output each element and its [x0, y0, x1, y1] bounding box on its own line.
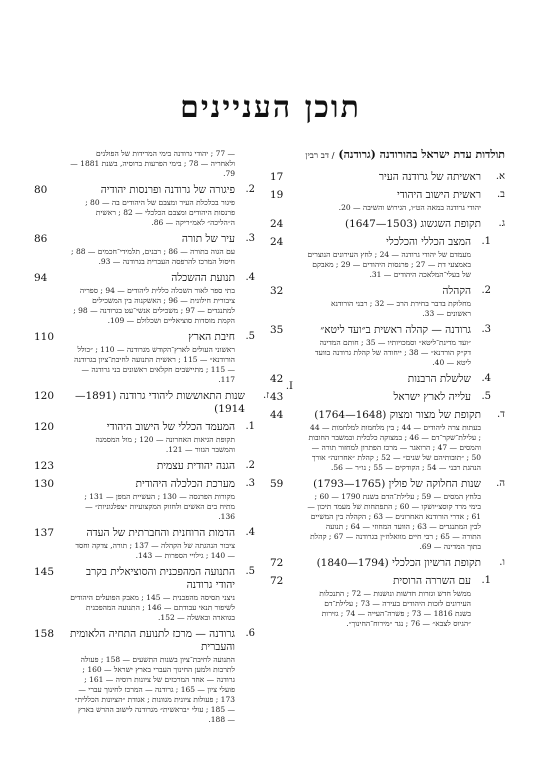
- entry-number: ה.: [496, 478, 505, 489]
- entry-title: שנות החלוקה של פולין (1765—1793): [313, 478, 481, 490]
- entry-page: 17: [270, 171, 284, 183]
- toc-entry: [270, 324, 505, 368]
- entry-title: גרודנה — קהלה ראשית ב״ועד ליטא״: [320, 324, 471, 336]
- toc-entry: [270, 171, 505, 184]
- entry-description: תקופת הגיאות האחרונה — 120 ; מול המסמנה והמשבר הגזור — 121.: [95, 435, 235, 454]
- entry-title: עם השררה הרוסית: [392, 575, 471, 587]
- entry-page: 120: [34, 390, 55, 402]
- entry-page: 32: [270, 285, 284, 297]
- toc-entry: [270, 557, 505, 570]
- entry-page: 24: [270, 218, 284, 230]
- entry-title: ראשית הישוב היהודי: [396, 189, 481, 201]
- page-title: תוכן העניינים: [180, 90, 361, 125]
- entry-number: ב.: [497, 189, 505, 200]
- entry-number: ז.: [263, 390, 269, 401]
- entry-title: המעמד הכללי של הישוב היהודי: [106, 421, 235, 433]
- entry-page: 94: [34, 272, 48, 284]
- section-header: [270, 148, 505, 161]
- toc-entry: [34, 331, 269, 385]
- entry-number: 5.: [245, 566, 255, 577]
- entry-description: יהודי גרודנה במאה הט״ו, הגירוש והשיבה — 20.: [338, 203, 481, 212]
- toc-entry: [270, 478, 505, 552]
- entry-page: 24: [270, 236, 284, 248]
- toc-entry: [270, 218, 505, 231]
- entry-description: בתי ספר לאור השכלה כללית ליהודים — 94 ; ספריה ציבורית חילונית — 96 ; האשקנוה בין המשכילים למתנגדים — 97 ; משכילים אנשי־עט בגרודנה — 98 ; הקמת מוסדות סוציאליים ושכלולם — 109.: [73, 286, 235, 325]
- entry-number: 2.: [481, 285, 491, 296]
- section-numeral: I.: [285, 381, 293, 392]
- entry-title: המצב הכללי והכלכלי: [386, 236, 471, 248]
- entry-page: 43: [270, 391, 284, 403]
- toc-entry: [270, 575, 505, 629]
- section-author: / דב רבין: [305, 151, 335, 161]
- entry-number: 3.: [481, 324, 491, 335]
- toc-entry: [270, 285, 505, 319]
- entry-number: 5.: [245, 331, 255, 342]
- entry-description: מקורות הפרנסה — 130 ; העשיית המפן — 131 ; מתיח בים האשים ולחזוק המקצועיות ״צפלגוניות״ — 136.: [84, 492, 235, 521]
- entry-title: עיר של תורה: [181, 233, 235, 245]
- entry-page: 72: [270, 557, 284, 569]
- entry-description: פיגור בכלכלת העיר ומצבם של היהודים בה — 80 ; פרנסות היהודים ומצבם הכלכלי — 82 ; ראשית ה״הליכה״ לאמ״ריקה — 86.: [85, 198, 235, 227]
- entry-number: ג.: [498, 218, 505, 229]
- entry-title: גרודנה — מרכז לתנועת התחיה הלאומית והעברית: [70, 628, 235, 653]
- entry-description: מחלוקת בדבר בחירת הרב — 32 ; רבני הורודנא ראשונים — 33.: [330, 299, 471, 318]
- entry-number: ו.: [499, 557, 505, 568]
- entry-description: — 77 ; יהודי גרודנה בימי המרידות של הפולנים ולאחריה — 78 ; בימי הפרעות ברוסיה, בשנת 1881 — 79.: [70, 149, 235, 178]
- toc-entry: [34, 272, 269, 326]
- toc-entry: [270, 391, 505, 404]
- entry-number: 4.: [245, 272, 255, 283]
- entry-title: עלייה לארץ ישראל: [393, 391, 471, 403]
- entry-page: 72: [270, 575, 284, 587]
- entry-page: 19: [270, 189, 284, 201]
- entry-number: 2.: [245, 460, 255, 471]
- entry-title: פיגורה של גרודנה ופרנסות יהודיה: [100, 184, 235, 196]
- entry-number: ד.: [497, 409, 505, 420]
- section-title: תולדות עדת ישראל בהורודנה (גרודנה): [338, 148, 505, 161]
- toc-entry: [270, 236, 505, 280]
- toc-entry: [34, 390, 269, 416]
- toc-list: [34, 149, 269, 725]
- toc-entry: [34, 460, 269, 473]
- entry-description: ראשוני העולים לארץ־הקודש מגרודנה — 110 ; ״כולל הורודנא״ — 115 ; ראשית התנועה לחיבת־ציון בגרודנה — 115 ; מתיישבים חקלאים ראשונים בני גרודנה — 117.: [74, 345, 235, 384]
- entry-page: 130: [34, 478, 55, 490]
- entry-page: 137: [34, 527, 55, 539]
- entry-description: ״ועד מדינת־ליטא״ וסמכויותיו — 35 ; חותם המדינה דק״ק הורדנא״ — 38 ; ייחודה של קהלת גרודנה בוועד ליטא — 40.: [314, 338, 471, 367]
- entry-page: 86: [34, 233, 48, 245]
- entry-title: חיבת הארץ: [188, 331, 235, 343]
- entry-description: בלחץ המסים — 59 ; עלילת־הדם בשנת 1790 — 60 ; בימי מרד קוסצ׳יושקו — 60 ; התפתחות של מעמד תיכון — 61 ; אדרי הורודנא האחרונים — 63 ; הקהלה בין המשיים לבין המתנגדים — 63 ; הוועד המחוזי — 64 ; תנועה התורה — 65 ; רבי חיים מוואלוז׳ין בגרודנה — 67 ; קהלת בתוך המדינה — 69.: [307, 492, 481, 551]
- toc-list: [270, 171, 505, 629]
- toc-entry: [270, 373, 505, 386]
- entry-page: 42: [270, 373, 284, 385]
- entry-page: 120: [34, 421, 55, 433]
- entry-title: הגנה יהודית עצמית: [156, 460, 235, 472]
- entry-page: 123: [34, 460, 55, 472]
- entry-number: 4.: [481, 373, 491, 384]
- toc-entry: [34, 233, 269, 267]
- entry-number: 3.: [245, 478, 255, 489]
- entry-number: א.: [495, 171, 505, 182]
- entry-page: 110: [34, 331, 55, 343]
- entry-description: התנועה לחיבת־ציון בשנות התשעים — 158 ; פעולה לתרבות ולמען החינוך העברי בארץ ישראל — 160 ; גרודנה — אחד המרכזים של ציונות רוסיה — 161 ; פועלי ציון — 165 ; גרודנה — המרכז לחינוך עברי — 173 ; פעולות ציונית מגוונות ; אגודת ״הציונות הכללית״ — 185 ; עולי ״בראשית״ מגרודנה לישוב ההרש בארץ — 188.: [74, 655, 235, 724]
- entry-number: 1.: [245, 421, 255, 432]
- entry-page: 158: [34, 628, 55, 640]
- entry-page: 145: [34, 566, 55, 578]
- entry-title: תקופת הרשיון הכלכלי (1794—1840): [316, 557, 481, 569]
- entry-title: מערכת הכלכלה היהודית: [135, 478, 235, 490]
- toc-entry: [34, 421, 269, 455]
- entry-title: תקופת של מצור ומצוק (1648—1764): [314, 409, 481, 421]
- toc-entry: [34, 149, 269, 179]
- entry-number: 3.: [245, 233, 255, 244]
- toc-entry: [34, 527, 269, 561]
- entry-number: 5.: [481, 391, 491, 402]
- entry-title: הקהלה: [442, 285, 471, 297]
- entry-page: 35: [270, 324, 284, 336]
- entry-title: תנועת ההשכלה: [171, 272, 235, 284]
- entry-description: ממשל חדש וגזרות חדשות ונושנות — 72 ; התנכלות העירונים לזכות היהודים בעירה — 73 ; עלילת־דם בשנת 1816 — 73 ; פשרה־העייה — 74 ; גזירות ״הגיוס לצבא״ — 76 ; נגד ״מירוח־החינוך״.: [319, 589, 471, 628]
- entry-number: 6.: [245, 628, 255, 639]
- entry-number: 1.: [481, 575, 491, 586]
- toc-entry: [270, 189, 505, 213]
- entry-title: התנועה המהפכנית והסוציאלית בקרב יהודי גרודנה: [86, 566, 235, 591]
- toc-entry: [34, 184, 269, 228]
- entry-number: 2.: [245, 184, 255, 195]
- entry-title: תקופת השגשוג (1503—1647): [345, 218, 481, 230]
- entry-description: מעמדם של יהודי גרודנה — 24 ; לחץ העירונים הנוצרים באמצעי דת — 27 ; פרנסות היהודים — 29 ; מאבקם של בעלי־המלאכה היהודים — 31.: [307, 250, 471, 279]
- entry-title: שנות התאוששות ליהודי גרודנה (1891—1914): [74, 390, 245, 415]
- toc-entry: [34, 478, 269, 522]
- entry-number: 4.: [245, 527, 255, 538]
- right-column: [270, 148, 505, 634]
- toc-entry: [270, 409, 505, 473]
- entry-page: 59: [270, 478, 284, 490]
- entry-title: הדמות הרוחנית והחברתית של העדה: [86, 527, 235, 539]
- toc-entry: [34, 566, 269, 623]
- toc-entry: [34, 628, 269, 725]
- entry-title: ראשיתה של גרודנה העיר: [378, 171, 481, 183]
- entry-page: 80: [34, 184, 48, 196]
- entry-description: ניצני תסיסה מהפכנית — 145 ; מאבק הפועלים היהודים לשיפור תנאי עבודתם — 146 ; התנועה המהפכנית בגווארה ובאשלה — 152.: [70, 593, 235, 622]
- entry-title: שלשלת הרבנות: [407, 373, 471, 385]
- entry-description: ציבור הנהגתה של הקהלה — 137 ; תורה, צדקה וחסד — 140 ; גילויי הספרות — 143.: [75, 541, 235, 560]
- entry-page: 44: [270, 409, 284, 421]
- entry-number: 1.: [481, 236, 491, 247]
- entry-description: בעתות צרה ליהודים — 44 ; בין מלחמות למלחמות — 44 ; עלילת־שקר־דם — 46 ; במצוקה כלכלית ובמשבר החובות והמסים — 47 ; הרואגר — מרכז הפתרון למחזור תורה — 50 ; ״תובותיהם של שנים״ — 52 ; קהלת ״אחרונה״ אורך הנהגת רבני — 54 ; הקודקים — 55 ; נו״ר — 56.: [308, 423, 481, 472]
- entry-description: עם הגוה בתורה — 86 ; רבנים, תלמידי־חכמים — 88 ; חיסול המרכז להרפסה העברית בגרודנה — 93.: [71, 247, 235, 266]
